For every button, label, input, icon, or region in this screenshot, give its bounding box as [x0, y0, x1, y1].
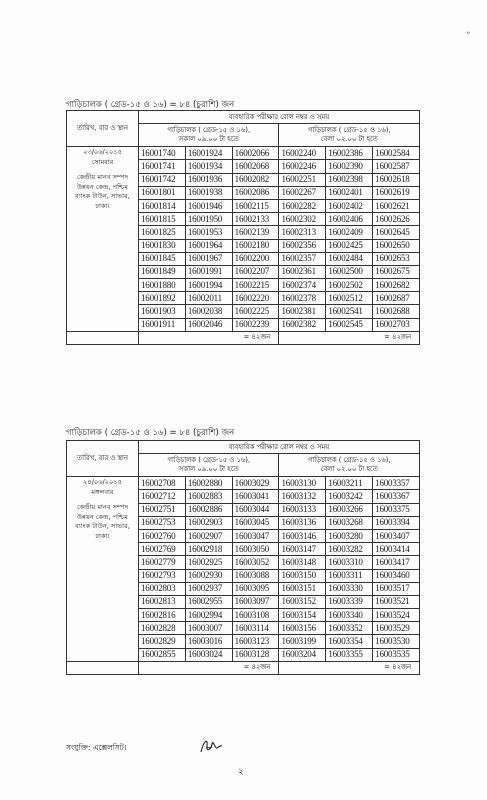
- roll-number-cell: 16002541: [326, 305, 373, 318]
- morning-group-time: সকাল ০৯.০০ টা হতে: [178, 465, 239, 474]
- roll-number-cell: 16002313: [279, 226, 326, 239]
- roll-number-cell: 16002068: [232, 160, 279, 173]
- roll-number-cell: 16003150: [279, 569, 326, 582]
- afternoon-total: = ৪২জন: [279, 331, 420, 344]
- roll-number-cell: 16002484: [326, 252, 373, 265]
- roll-number-cell: 16002712: [139, 490, 186, 503]
- roll-number-cell: 16002816: [139, 609, 186, 622]
- roll-number-cell: 16002251: [279, 173, 326, 186]
- roll-number-cell: 16002406: [326, 213, 373, 226]
- roll-number-cell: 16003052: [232, 556, 279, 569]
- roll-number-cell: 16001967: [185, 252, 232, 265]
- roll-number-cell: 16002918: [185, 543, 232, 556]
- roll-number-cell: 16003114: [232, 622, 279, 635]
- roll-number-cell: 16002675: [373, 265, 420, 278]
- morning-total: = ৪২জন: [139, 331, 279, 344]
- roll-number-cell: 16001880: [139, 279, 186, 292]
- exam-date: ২৩/০৬/২০১৫: [83, 148, 122, 157]
- roll-number-cell: 16003242: [326, 490, 373, 503]
- roll-number-cell: 16002398: [326, 173, 373, 186]
- roll-rows: [67, 147, 420, 332]
- roll-number-cell: 16002086: [232, 186, 279, 199]
- roll-number-cell: 16003029: [232, 477, 279, 490]
- section-1-heading: গাড়িচালক ( গ্রেড-১৫ ও ১৬) = ৮৪ (চুরাশি) জন: [66, 100, 235, 110]
- roll-number-cell: 16003146: [279, 529, 326, 542]
- roll-number-cell: 16001903: [139, 305, 186, 318]
- roll-number-cell: 16002082: [232, 173, 279, 186]
- roll-number-cell: 16002813: [139, 595, 186, 608]
- total-row-blank: [67, 331, 139, 344]
- roll-number-cell: 16003044: [232, 503, 279, 516]
- roll-number-cell: 16003339: [326, 595, 373, 608]
- roll-number-cell: 16003154: [279, 609, 326, 622]
- roll-rows: [67, 477, 420, 662]
- roll-number-cell: 16003045: [232, 516, 279, 529]
- roll-number-cell: 16002769: [139, 543, 186, 556]
- roll-number-cell: 16002409: [326, 226, 373, 239]
- roll-number-cell: 16003050: [232, 543, 279, 556]
- roll-number-cell: 16002994: [185, 609, 232, 622]
- roll-number-cell: 16002626: [373, 213, 420, 226]
- roll-number-cell: 16002880: [185, 477, 232, 490]
- roll-number-cell: 16002584: [373, 147, 420, 160]
- roll-number-cell: 16002903: [185, 516, 232, 529]
- morning-group-header: [139, 124, 279, 147]
- roll-number-cell: 16002925: [185, 556, 232, 569]
- roll-number-cell: 16003132: [279, 490, 326, 503]
- exam-day: সোমবার: [91, 157, 114, 166]
- roll-number-cell: 16003148: [279, 556, 326, 569]
- afternoon-group-time: বেলা ০২.০০ টা হতে: [320, 465, 378, 474]
- roll-number-cell: 16003529: [373, 622, 420, 635]
- roll-number-cell: 16003340: [326, 609, 373, 622]
- roll-number-cell: 16002066: [232, 147, 279, 160]
- roll-number-cell: 16002500: [326, 265, 373, 278]
- roll-number-cell: 16002139: [232, 226, 279, 239]
- roll-number-cell: 16003097: [232, 595, 279, 608]
- roll-number-cell: 16003417: [373, 556, 420, 569]
- date-venue-cell: [67, 477, 139, 662]
- afternoon-group-title: গাড়িচালক ( গ্রেড-১৫ ও ১৬),: [307, 455, 391, 464]
- section-2-schedule-table: [66, 440, 420, 675]
- roll-number-cell: 16003268: [326, 516, 373, 529]
- roll-number-cell: 16003375: [373, 503, 420, 516]
- roll-number-cell: 16003524: [373, 609, 420, 622]
- roll-number-cell: 16003128: [232, 648, 279, 661]
- roll-number-cell: 16001991: [185, 265, 232, 278]
- total-row-blank: [67, 661, 139, 674]
- roll-number-cell: 16002381: [279, 305, 326, 318]
- roll-number-cell: 16003266: [326, 503, 373, 516]
- roll-number-cell: 16003530: [373, 635, 420, 648]
- roll-number-cell: 16002374: [279, 279, 326, 292]
- roll-number-cell: 16001911: [139, 318, 186, 331]
- roll-number-cell: 16002382: [279, 318, 326, 331]
- roll-number-cell: 16003136: [279, 516, 326, 529]
- roll-number-cell: 16002760: [139, 529, 186, 542]
- roll-number-cell: 16003357: [373, 477, 420, 490]
- roll-number-cell: 16003211: [326, 477, 373, 490]
- roll-number-cell: 16003130: [279, 477, 326, 490]
- roll-number-cell: 16002793: [139, 569, 186, 582]
- roll-number-cell: 16002046: [185, 318, 232, 331]
- roll-number-cell: 16002302: [279, 213, 326, 226]
- roll-number-cell: 16002618: [373, 173, 420, 186]
- roll-number-cell: 16001740: [139, 147, 186, 160]
- roll-number-cell: 16003352: [326, 622, 373, 635]
- morning-group-title: গাড়িচালক ( গ্রেড-১৫ ও ১৬),: [167, 455, 251, 464]
- morning-group-header: [139, 454, 279, 477]
- roll-number-cell: 16003521: [373, 595, 420, 608]
- roll-number-cell: 16002357: [279, 252, 326, 265]
- roll-number-cell: 16002220: [232, 292, 279, 305]
- corner-mark: ০: [466, 28, 471, 36]
- roll-number-cell: 16002402: [326, 199, 373, 212]
- roll-number-cell: 16003517: [373, 582, 420, 595]
- page-number: ২: [238, 767, 244, 777]
- roll-number-cell: 16002650: [373, 239, 420, 252]
- roll-number-cell: 16001892: [139, 292, 186, 305]
- roll-number-cell: 16001964: [185, 239, 232, 252]
- roll-number-cell: 16002390: [326, 160, 373, 173]
- roll-number-cell: 16002207: [232, 265, 279, 278]
- roll-number-cell: 16003152: [279, 595, 326, 608]
- roll-number-cell: 16002907: [185, 529, 232, 542]
- roll-number-cell: 16001742: [139, 173, 186, 186]
- afternoon-group-time: বেলা ০২.০০ টা হতে: [320, 135, 378, 144]
- roll-number-cell: 16002803: [139, 582, 186, 595]
- roll-number-cell: 16001953: [185, 226, 232, 239]
- roll-number-cell: 16003204: [279, 648, 326, 661]
- roll-number-cell: 16003460: [373, 569, 420, 582]
- roll-number-cell: 16001946: [185, 199, 232, 212]
- roll-number-cell: 16002502: [326, 279, 373, 292]
- roll-time-header: ব্যবহারিক পরীক্ষার রোল নম্বর ও সময়: [139, 111, 420, 124]
- roll-number-cell: 16003535: [373, 648, 420, 661]
- roll-number-cell: 16002937: [185, 582, 232, 595]
- roll-number-cell: 16003280: [326, 529, 373, 542]
- exam-day: মঙ্গলবার: [91, 487, 114, 496]
- roll-number-cell: 16003199: [279, 635, 326, 648]
- roll-number-cell: 16002955: [185, 595, 232, 608]
- roll-number-cell: 16002361: [279, 265, 326, 278]
- roll-number-cell: 16003047: [232, 529, 279, 542]
- roll-number-cell: 16003133: [279, 503, 326, 516]
- roll-number-cell: 16003041: [232, 490, 279, 503]
- afternoon-group-header: [279, 124, 420, 147]
- roll-number-cell: 16002883: [185, 490, 232, 503]
- roll-number-cell: 16002779: [139, 556, 186, 569]
- roll-number-cell: 16001830: [139, 239, 186, 252]
- roll-number-cell: 16003156: [279, 622, 326, 635]
- roll-number-cell: 16003394: [373, 516, 420, 529]
- roll-number-cell: 16002240: [279, 147, 326, 160]
- roll-number-cell: 16002356: [279, 239, 326, 252]
- roll-number-cell: 16003311: [326, 569, 373, 582]
- roll-number-cell: 16001849: [139, 265, 186, 278]
- roll-number-cell: 16002180: [232, 239, 279, 252]
- roll-number-cell: 16002930: [185, 569, 232, 582]
- roll-number-cell: 16003354: [326, 635, 373, 648]
- roll-number-cell: 16002282: [279, 199, 326, 212]
- date-venue-cell: [67, 147, 139, 332]
- table-row: [67, 477, 420, 490]
- roll-number-cell: 16002239: [232, 318, 279, 331]
- roll-number-cell: 16002425: [326, 239, 373, 252]
- roll-number-cell: 16003367: [373, 490, 420, 503]
- roll-number-cell: 16002215: [232, 279, 279, 292]
- roll-number-cell: 16003282: [326, 543, 373, 556]
- table-row: [67, 147, 420, 160]
- roll-number-cell: 16003147: [279, 543, 326, 556]
- roll-number-cell: 16003007: [185, 622, 232, 635]
- roll-number-cell: 16001950: [185, 213, 232, 226]
- roll-number-cell: 16003330: [326, 582, 373, 595]
- roll-number-cell: 16001801: [139, 186, 186, 199]
- roll-number-cell: 16002011: [185, 292, 232, 305]
- roll-number-cell: 16002246: [279, 160, 326, 173]
- roll-number-cell: 16002621: [373, 199, 420, 212]
- roll-number-cell: 16003108: [232, 609, 279, 622]
- roll-number-cell: 16002687: [373, 292, 420, 305]
- roll-number-cell: 16002133: [232, 213, 279, 226]
- roll-number-cell: 16001936: [185, 173, 232, 186]
- exam-date: ২৪/০৬/২০১৫: [83, 478, 122, 487]
- roll-number-cell: 16001938: [185, 186, 232, 199]
- roll-number-cell: 16002512: [326, 292, 373, 305]
- roll-number-cell: 16001814: [139, 199, 186, 212]
- roll-number-cell: 16002855: [139, 648, 186, 661]
- roll-number-cell: 16001815: [139, 213, 186, 226]
- roll-number-cell: 16002267: [279, 186, 326, 199]
- roll-number-cell: 16002378: [279, 292, 326, 305]
- roll-time-header: ব্যবহারিক পরীক্ষার রোল নম্বর ও সময়: [139, 441, 420, 454]
- roll-number-cell: 16003407: [373, 529, 420, 542]
- date-place-header: তারিখ, বার ও স্থান: [67, 111, 139, 147]
- roll-number-cell: 16002751: [139, 503, 186, 516]
- roll-number-cell: 16002200: [232, 252, 279, 265]
- roll-number-cell: 16002038: [185, 305, 232, 318]
- afternoon-group-title: গাড়িচালক ( গ্রেড-১৫ ও ১৬),: [307, 125, 391, 134]
- roll-number-cell: 16003016: [185, 635, 232, 648]
- roll-number-cell: 16002619: [373, 186, 420, 199]
- enclosure-note: সংযুক্তি: এক্সেলসিট।: [66, 743, 127, 752]
- roll-number-cell: 16003123: [232, 635, 279, 648]
- roll-number-cell: 16002829: [139, 635, 186, 648]
- roll-number-cell: 16001741: [139, 160, 186, 173]
- roll-number-cell: 16003088: [232, 569, 279, 582]
- roll-number-cell: 16002653: [373, 252, 420, 265]
- roll-number-cell: 16003355: [326, 648, 373, 661]
- afternoon-group-header: [279, 454, 420, 477]
- roll-number-cell: 16003024: [185, 648, 232, 661]
- roll-number-cell: 16002708: [139, 477, 186, 490]
- roll-number-cell: 16002688: [373, 305, 420, 318]
- exam-venue: কেন্দ্রীয় মানব সম্পদ উন্নয়ন কেন্দ্র, পশ্চিম ব্যাংক টাউন, সাভার, ঢাকা।: [75, 503, 130, 540]
- roll-number-cell: 16002401: [326, 186, 373, 199]
- exam-venue: কেন্দ্রীয় মানব সম্পদ উন্নয়ন কেন্দ্র, পশ্চিম ব্যাংক টাউন, সাভার, ঢাকা।: [75, 173, 130, 210]
- roll-number-cell: 16001934: [185, 160, 232, 173]
- roll-number-cell: 16002828: [139, 622, 186, 635]
- roll-number-cell: 16002886: [185, 503, 232, 516]
- section-2-heading: গাড়িচালক ( গ্রেড-১৫ ও ১৬) = ৮৪ (চুরাশি) জন: [66, 428, 235, 438]
- roll-number-cell: 16003414: [373, 543, 420, 556]
- signature-icon: [198, 736, 224, 756]
- roll-number-cell: 16002225: [232, 305, 279, 318]
- morning-total: = ৪২জন: [139, 661, 279, 674]
- roll-number-cell: 16002545: [326, 318, 373, 331]
- roll-number-cell: 16002703: [373, 318, 420, 331]
- roll-number-cell: 16002587: [373, 160, 420, 173]
- morning-group-time: সকাল ০৯.০০ টা হতে: [178, 135, 239, 144]
- roll-number-cell: 16001924: [185, 147, 232, 160]
- section-1-schedule-table: [66, 110, 420, 345]
- roll-number-cell: 16003310: [326, 556, 373, 569]
- afternoon-total: = ৪২জন: [279, 661, 420, 674]
- roll-number-cell: 16003151: [279, 582, 326, 595]
- roll-number-cell: 16002115: [232, 199, 279, 212]
- roll-number-cell: 16002753: [139, 516, 186, 529]
- roll-number-cell: 16001825: [139, 226, 186, 239]
- roll-number-cell: 16001845: [139, 252, 186, 265]
- date-place-header: তারিখ, বার ও স্থান: [67, 441, 139, 477]
- roll-number-cell: 16001994: [185, 279, 232, 292]
- morning-group-title: গাড়িচালক ( গ্রেড-১৫ ও ১৬),: [167, 125, 251, 134]
- roll-number-cell: 16002645: [373, 226, 420, 239]
- roll-number-cell: 16002682: [373, 279, 420, 292]
- roll-number-cell: 16002386: [326, 147, 373, 160]
- roll-number-cell: 16003095: [232, 582, 279, 595]
